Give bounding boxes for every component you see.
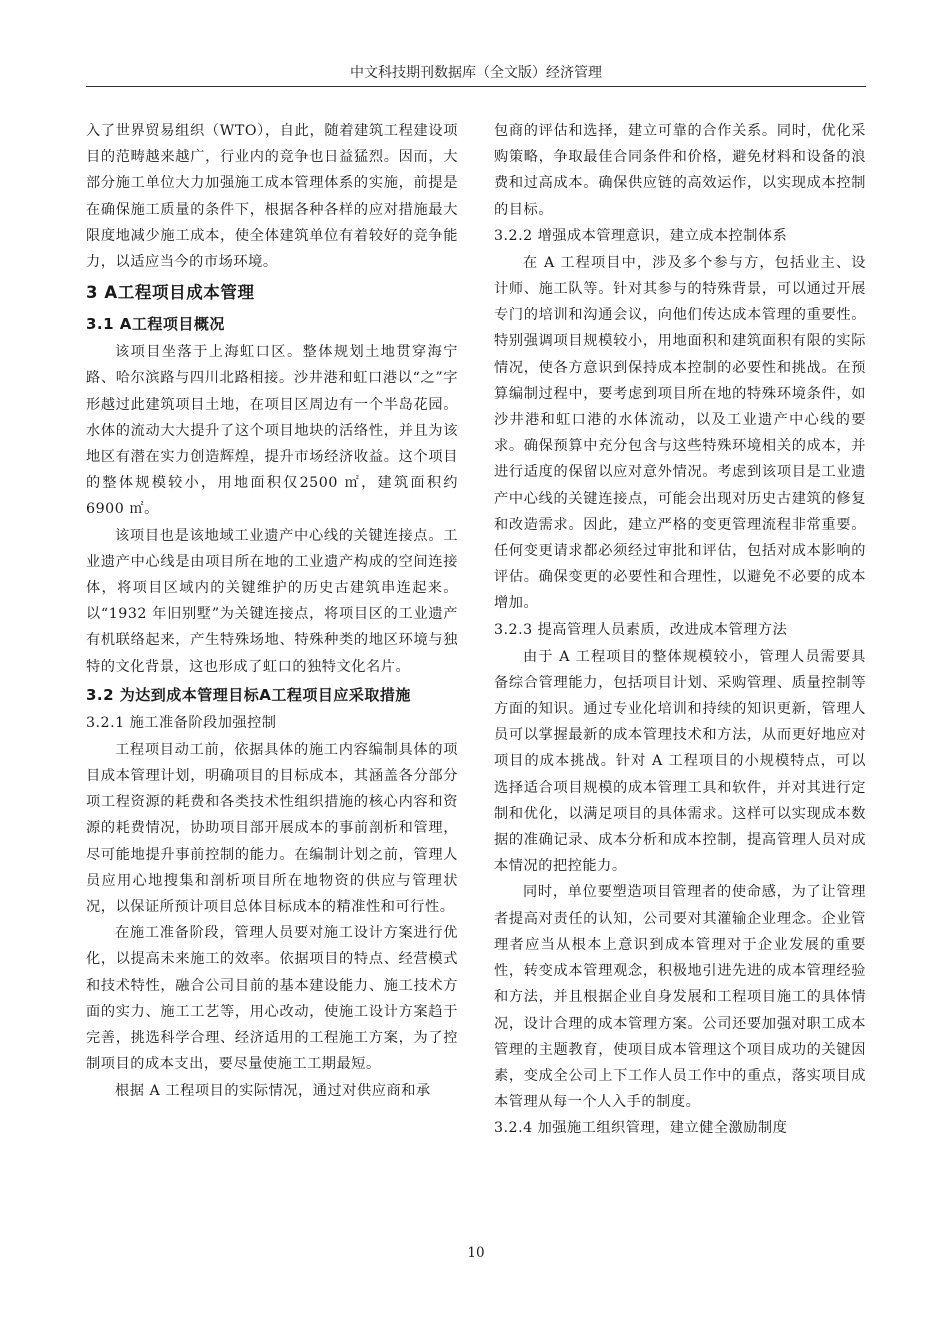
left-column (86, 118, 458, 1104)
section-3-2-3-heading: 3.2.3 提高管理人员素质，改进成本管理方法 (494, 621, 788, 638)
paragraph-3-2-3-a: 由于 A 工程项目的整体规模较小，管理人员需要具备综合管理能力，包括项目计划、采购管理、质量控制等方面的知识。通过专业化培训和持续的知识更新，管理人员可以掌握最新的成本管理技术和方法，从而更好地应对项目的成本挑战。针对 A 工程项目的小规模特点，可以选择适合项目规模的成本管理工具和软件，并对其进行定制和优化，以满足项目的具体需求。这样可以实现成本数据的准确记录、成本分析和成本控制，提高管理人员对成本情况的把控能力。 (494, 648, 866, 875)
section-3-2-2-heading: 3.2.2 增强成本管理意识，建立成本控制体系 (494, 227, 788, 244)
paragraph-3-1-b: 该项目也是该地域工业遗产中心线的关键连接点。工业遗产中心线是由项目所在地的工业遗产构成的空间连接体，将项目区域内的关键维护的历史古建筑串连起来。以“1932 年旧别墅”为关键连接点，将项目区的工业遗产有机联络起来，产生特殊场地、特殊种类的地区环境与独特的文化背景，这也形成了虹口的独特文化名片。 (86, 527, 458, 675)
paragraph-3-2-1-a: 工程项目动工前，依据具体的施工内容编制具体的项目成本管理计划，明确项目的目标成本，其涵盖各分部分项工程资源的耗费和各类技术性组织措施的核心内容和资源的耗费情况，协助项目部开展成本的事前剖析和管理，尽可能地提升事前控制的能力。在编制计划之前，管理人员应用心地搜集和剖析项目所在地物资的供应与管理状况，以保证所预计项目总体目标成本的精准性和可行性。 (86, 741, 458, 916)
page-number: 10 (467, 1245, 485, 1261)
paragraph-continued: 包商的评估和选择，建立可靠的合作关系。同时，优化采购策略，争取最佳合同条件和价格，避免材料和设备的浪费和过高成本。确保供应链的高效运作，以实现成本控制的目标。 (494, 123, 866, 218)
section-3-1-heading: 3.1 A工程项目概况 (86, 315, 225, 334)
section-3-2-heading: 3.2 为达到成本管理目标A工程项目应采取措施 (86, 685, 411, 704)
intro-paragraph: 入了世界贸易组织（WTO），自此，随着建筑工程建设项目的范畴越来越广，行业内的竞争也日益猛烈。因而，大部分施工单位大力加强施工成本管理体系的实施，前提是在确保施工质量的条件下，根据各种各样的应对措施最大限度地减少施工成本，使全体建筑单位有着较好的竞争能力，以适应当今的市场环境。 (86, 123, 458, 271)
section-3-heading: 3 A工程项目成本管理 (86, 283, 255, 303)
section-3-2-4-heading: 3.2.4 加强施工组织管理，建立健全激励制度 (494, 1120, 788, 1137)
paragraph-3-2-2: 在 A 工程项目中，涉及多个参与方，包括业主、设计师、施工队等。针对其参与的特殊背景，可以通过开展专门的培训和沟通会议，向他们传达成本管理的重要性。特别强调项目规模较小，用地面积和建筑面积有限的实际情况，使各方意识到保持成本控制的必要性和挑战。在预算编制过程中，要考虑到项目所在地的特殊环境条件，如沙井港和虹口港的水体流动，以及工业遗产中心线的要求。确保预算中充分包含与这些特殊环境相关的成本，并进行适度的保留以应对意外情况。考虑到该项目是工业遗产中心线的关键连接点，可能会出现对历史古建筑的修复和改造需求。因此，建立严格的变更管理流程非常重要。任何变更请求都必须经过审批和评估，包括对成本影响的评估。确保变更的必要性和合理性，以避免不必要的成本增加。 (494, 254, 866, 612)
paragraph-3-2-3-b: 同时，单位要塑造项目管理者的使命感，为了让管理者提高对责任的认知，公司要对其灌输企业理念。企业管理者应当从根本上意识到成本管理对于企业发展的重要性，转变成本管理观念，积极地引进先进的成本管理经验和方法，并且根据企业自身发展和工程项目施工的具体情况，设计合理的成本管理方案。公司还要加强对职工成本管理的主题教育，使项目成本管理这个项目成功的关键因素，变成全公司上下工作人员工作中的重点，落实项目成本管理从每一个人入手的制度。 (494, 884, 866, 1111)
section-3-2-1-heading: 3.2.1 施工准备阶段加强控制 (86, 714, 277, 731)
header-rule (86, 86, 866, 87)
right-column (494, 118, 866, 1142)
running-header: 中文科技期刊数据库（全文版）经济管理 (350, 65, 602, 81)
paragraph-3-2-1-c: 根据 A 工程项目的实际情况，通过对供应商和承 (115, 1082, 431, 1099)
paragraph-3-1-a: 该项目坐落于上海虹口区。整体规划土地贯穿海宁路、哈尔滨路与四川北路相接。沙井港和虹口港以“之”字形越过此建筑项目土地，在项目区周边有一个半岛花园。水体的流动大大提升了这个项目地块的活络性，并且为该地区有潜在实力创造辉煌，提升市场经济收益。这个项目的整体规模较小，用地面积仅2500 ㎡，建筑面积约 6900 ㎡。 (86, 344, 458, 518)
paragraph-3-2-1-b: 在施工准备阶段，管理人员要对施工设计方案进行优化，以提高未来施工的效率。依据项目的特点、经营模式和技术特性，融合公司目前的基本建设能力、施工技术方面的实力、施工工艺等，用心改动，使施工设计方案趋于完善，挑选科学合理、经济适用的工程施工方案，为了控制项目的成本支出，要尽量使施工工期最短。 (86, 925, 458, 1073)
